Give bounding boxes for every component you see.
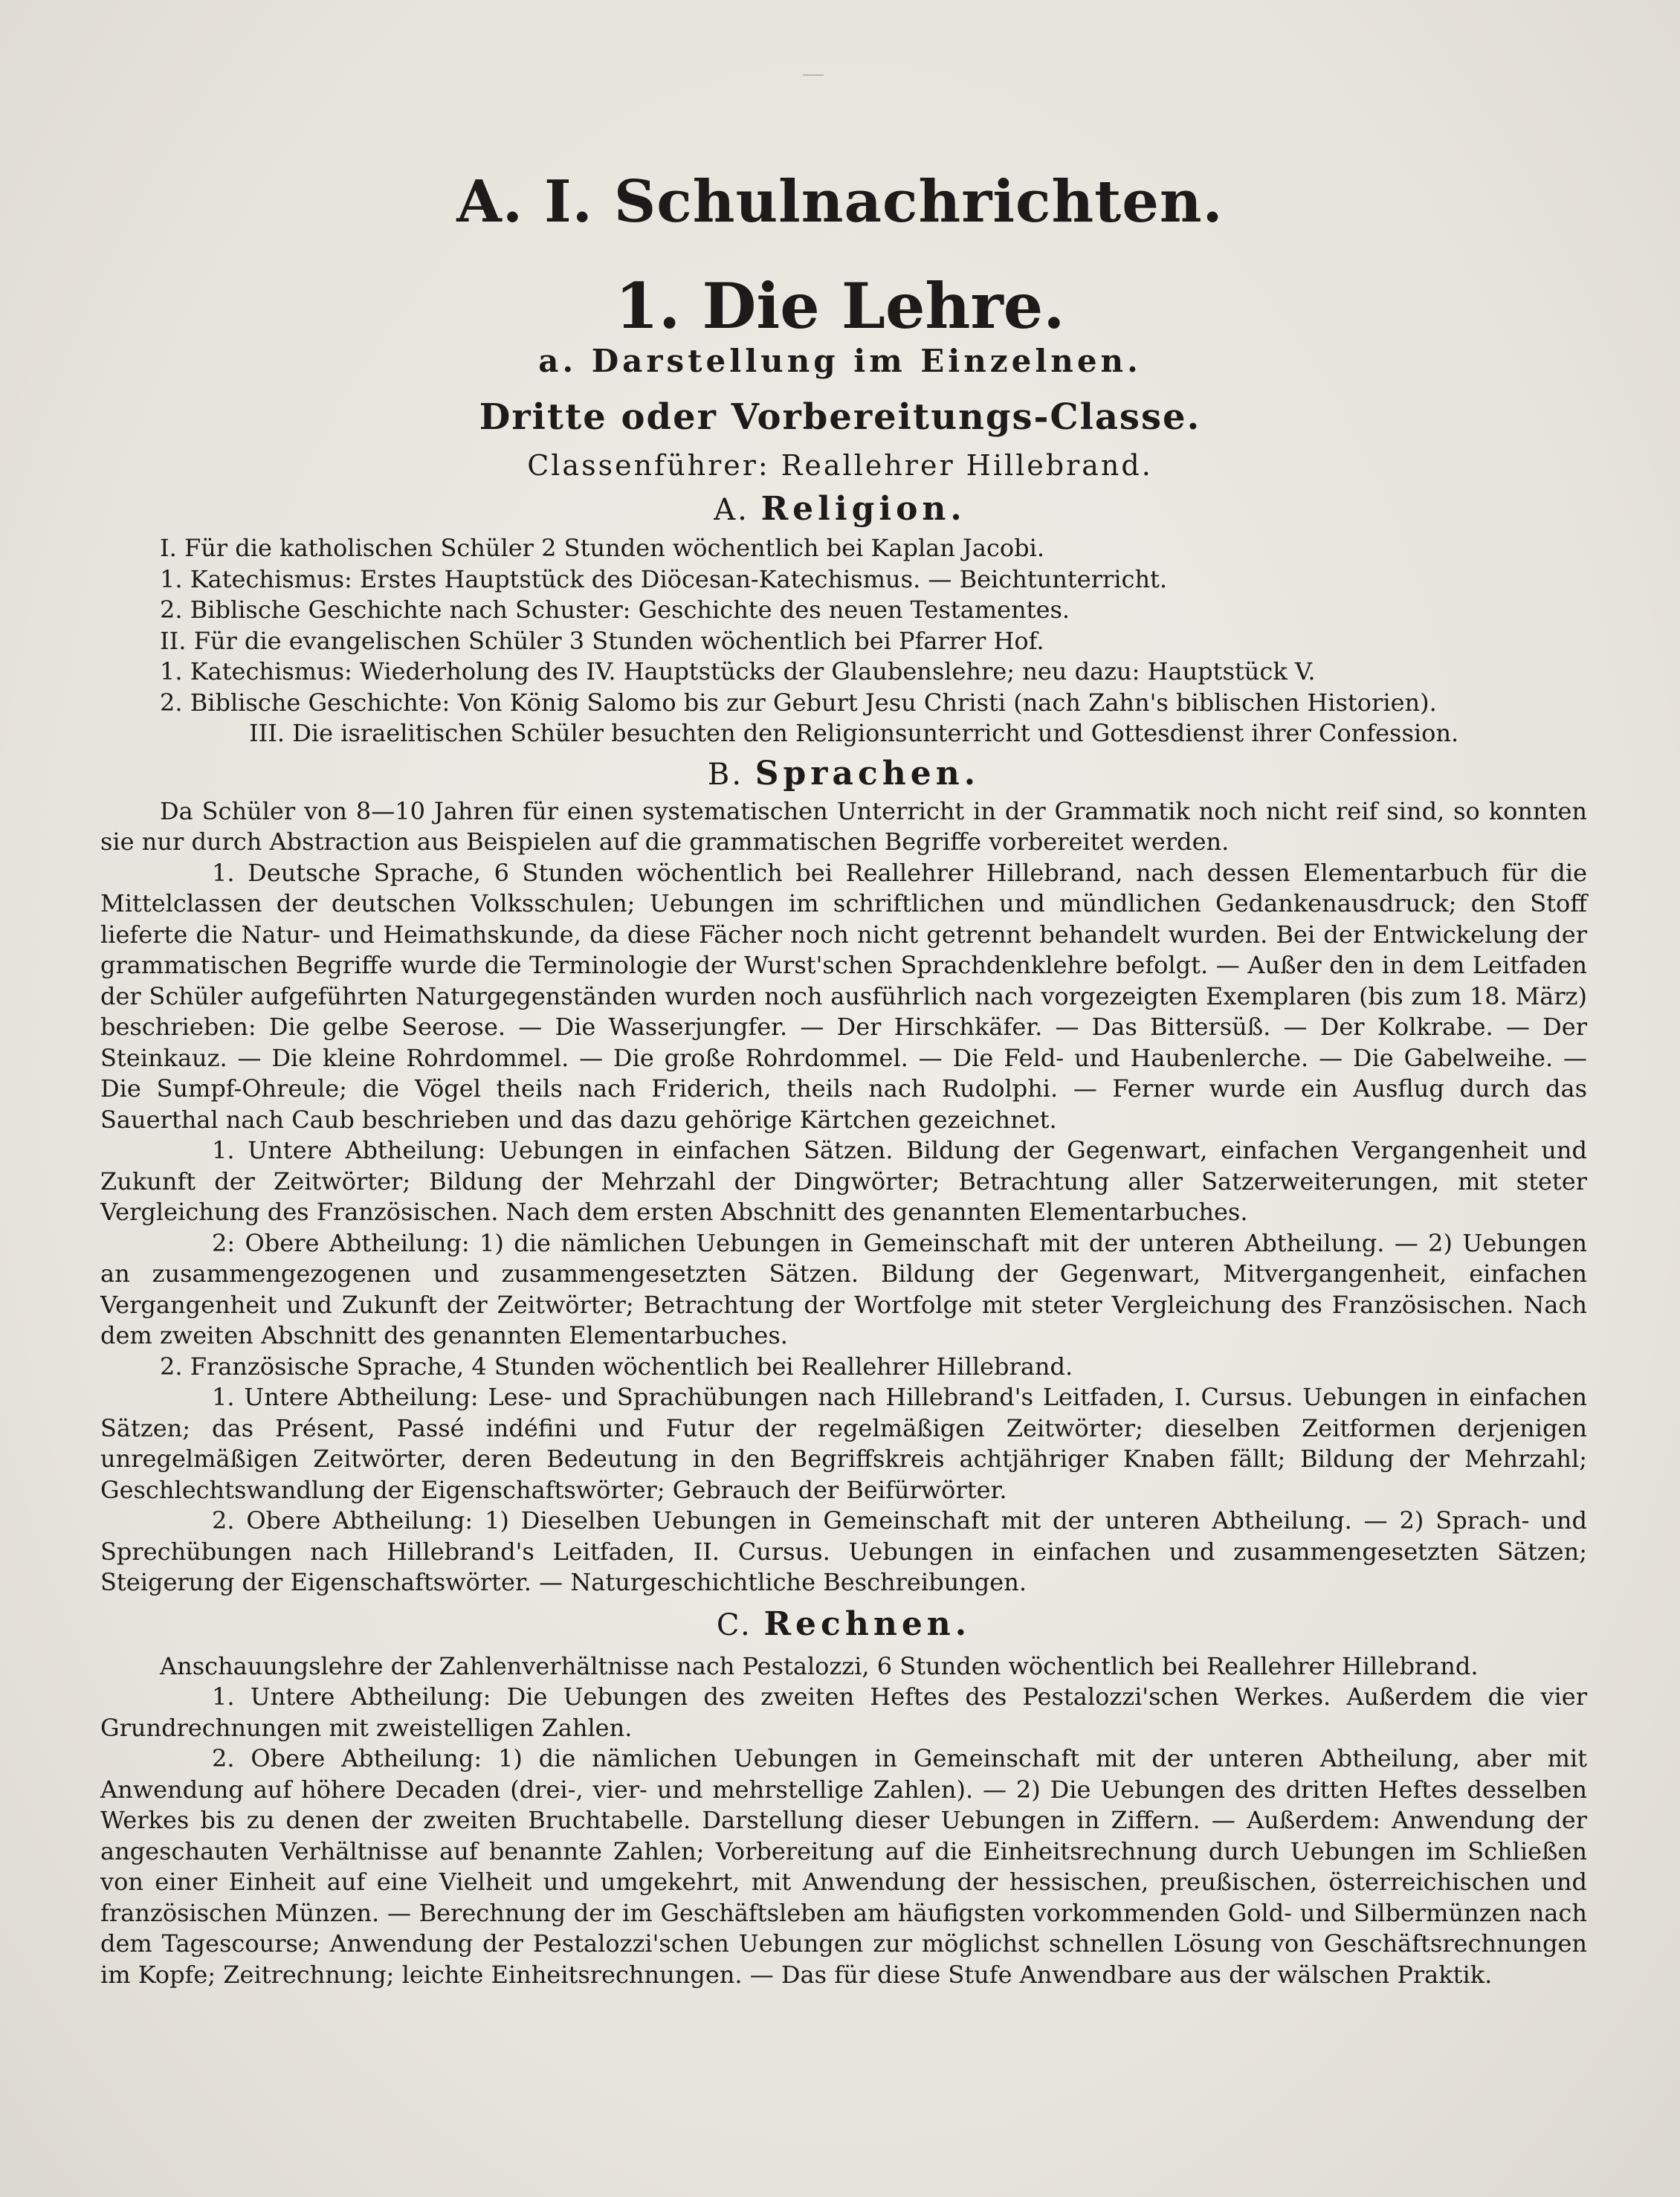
heading-religion	[0, 488, 1680, 531]
heading-word: Sprachen.	[755, 754, 980, 793]
paragraph: 2. Biblische Geschichte: Von König Salomo bis zur Geburt Jesu Christi (nach Zahn's biblischen Historien).	[160, 688, 1437, 717]
paragraph: 1. Untere Abtheilung: Lese- und Sprachübungen nach Hillebrand's Leitfaden, I. Cursus. Uebungen in einfachen Sätzen; das Présent, Passé indéfini und Futur der regelmäßigen Zeitwörter; dieselben Zeitformen derjenigen unregelmäßigen Zeitwörter, deren Bedeutung in den Begriffskreis achtjähriger Knaben fällt; Bildung der Mehrzahl; Geschlechtswandlung der Eigenschaftswörter; Gebrauch der Beifürwörter.	[100, 1383, 1587, 1504]
paragraph: 2. Obere Abtheilung: 1) Dieselben Uebungen in Gemeinschaft mit der unteren Abtheilung. — 2) Sprach- und Sprechübungen nach Hillebrand's Leitfaden, II. Cursus. Uebungen in einfachen und zusammengesetzten Sätzen; Steigerung der Eigenschaftswörter. — Naturgeschichtliche Beschreibungen.	[100, 1506, 1587, 1596]
heading-letter: A.	[714, 493, 749, 527]
page-number-mark	[803, 74, 824, 76]
paragraph: I. Für die katholischen Schüler 2 Stunden wöchentlich bei Kaplan Jacobi.	[160, 534, 1045, 562]
paragraph: 1. Katechismus: Erstes Hauptstück des Diöcesan-Katechismus. — Beichtunterricht.	[160, 564, 1168, 593]
heading-sprachen	[100, 752, 1587, 796]
religion-section	[100, 533, 1587, 1990]
paragraph: 1. Untere Abtheilung: Uebungen in einfachen Sätzen. Bildung der Gegenwart, einfachen Vergangenheit und Zukunft der Zeitwörter; Bildung der Mehrzahl der Dingwörter; Betrachtung aller Satzerweiterungen, mit steter Vergleichung des Französischen. Nach dem ersten Abschnitt des genannten Elementarbuches.	[100, 1136, 1587, 1226]
paragraph: 1. Untere Abtheilung: Die Uebungen des zweiten Heftes des Pestalozzi'schen Werkes. Außerdem die vier Grundrechnungen mit zweistelligen Zahlen.	[100, 1683, 1587, 1742]
subsection-title: a. Darstellung im Einzelnen.	[538, 343, 1142, 379]
paragraph: 1. Deutsche Sprache, 6 Stunden wöchentlich bei Reallehrer Hillebrand, nach dessen Elementarbuch für die Mittelclassen der deutschen Volksschulen; Uebungen im schriftlichen und mündlichen Gedankenausdruck; den Stoff lieferte die Natur- und Heimathskunde, da diese Fächer noch nicht getrennt behandelt wurden. Bei der Entwickelung der grammatischen Begriffe wurde die Terminologie der Wurst'schen Sprachdenklehre befolgt. — Außer den in dem Leitfaden der Schüler aufgeführten Naturgegenständen wurden noch ausführlich nach vorgezeigten Exemplaren (bis zum 18. März) beschrieben: Die gelbe Seerose. — Die Wasserjungfer. — Der Hirschkäfer. — Das Bittersüß. — Der Kolkrabe. — Der Steinkauz. — Die kleine Rohrdommel. — Die große Rohrdommel. — Die Feld- und Haubenlerche. — Die Gabelweihe. — Die Sumpf-Ohreule; die Vögel theils nach Friderich, theils nach Rudolphi. — Ferner wurde ein Ausflug durch das Sauerthal nach Caub beschrieben und das dazu gehörige Kärtchen gezeichnet.	[100, 858, 1587, 1134]
paragraph: Da Schüler von 8—10 Jahren für einen systematischen Unterricht in der Grammatik noch nicht reif sind, so konnten sie nur durch Abstraction aus Beispielen auf die grammatischen Begriffe vorbereitet werden.	[100, 796, 1587, 856]
heading-word: Rechnen.	[763, 1604, 972, 1643]
heading-letter: B.	[707, 757, 744, 792]
paragraph: 1. Katechismus: Wiederholung des IV. Hauptstücks der Glaubenslehre; neu dazu: Hauptstück V.	[160, 657, 1316, 685]
paragraph: III. Die israelitischen Schüler besuchten den Religionsunterricht und Gottesdienst ihrer Confession.	[249, 719, 1459, 747]
paragraph: Anschauungslehre der Zahlenverhältnisse nach Pestalozzi, 6 Stunden wöchentlich bei Reallehrer Hillebrand.	[160, 1651, 1479, 1680]
heading-rechnen	[100, 1603, 1587, 1647]
paragraph: 2. Französische Sprache, 4 Stunden wöchentlich bei Reallehrer Hillebrand.	[160, 1352, 1073, 1381]
paragraph: 2. Biblische Geschichte nach Schuster: Geschichte des neuen Testamentes.	[160, 596, 1070, 624]
section-title-lehre: 1. Die Lehre.	[615, 269, 1065, 343]
heading-letter: C.	[716, 1607, 752, 1642]
page-title: A. I. Schulnachrichten.	[456, 168, 1224, 236]
paragraph: 2. Obere Abtheilung: 1) die nämlichen Uebungen in Gemeinschaft mit der unteren Abtheilung, aber mit Anwendung auf höhere Decaden (drei-, vier- und mehrstellige Zahlen). — 2) Die Uebungen des dritten Heftes desselben Werkes bis zu denen der zweiten Bruchtabelle. Darstellung dieser Uebungen in Ziffern. — Außerdem: Anwendung der angeschauten Verhältnisse auf benannte Zahlen; Vorbereitung auf die Einheitsrechnung durch Uebungen im Schließen von einer Einheit auf eine Vielheit und umgekehrt, mit Anwendung der hessischen, preußischen, österreichischen und französischen Münzen. — Berechnung der im Geschäftsleben am häufigsten vorkommenden Gold- und Silbermünzen nach dem Tagescourse; Anwendung der Pestalozzi'schen Uebungen zur möglichst schnellen Lösung von Geschäftsrechnungen im Kopfe; Zeitrechnung; leichte Einheitsrechnungen. — Das für diese Stufe Anwendbare aus der wälschen Praktik.	[100, 1744, 1587, 1989]
class-title: Dritte oder Vorbereitungs-Classe.	[479, 396, 1201, 438]
heading-word: Religion.	[760, 490, 966, 528]
paragraph: II. Für die evangelischen Schüler 3 Stunden wöchentlich bei Pfarrer Hof.	[160, 626, 1044, 655]
paragraph: 2: Obere Abtheilung: 1) die nämlichen Uebungen in Gemeinschaft mit der unteren Abtheilung. — 2) Uebungen an zusammengezogenen und zusammengesetzten Sätzen. Bildung der Gegenwart, Mitvergangenheit, einfachen Vergangenheit und Zukunft der Zeitwörter; Betrachtung der Wortfolge mit steter Vergleichung des Französischen. Nach dem zweiten Abschnitt des genannten Elementarbuches.	[100, 1228, 1587, 1349]
class-leader: Classenführer: Reallehrer Hillebrand.	[527, 449, 1153, 482]
